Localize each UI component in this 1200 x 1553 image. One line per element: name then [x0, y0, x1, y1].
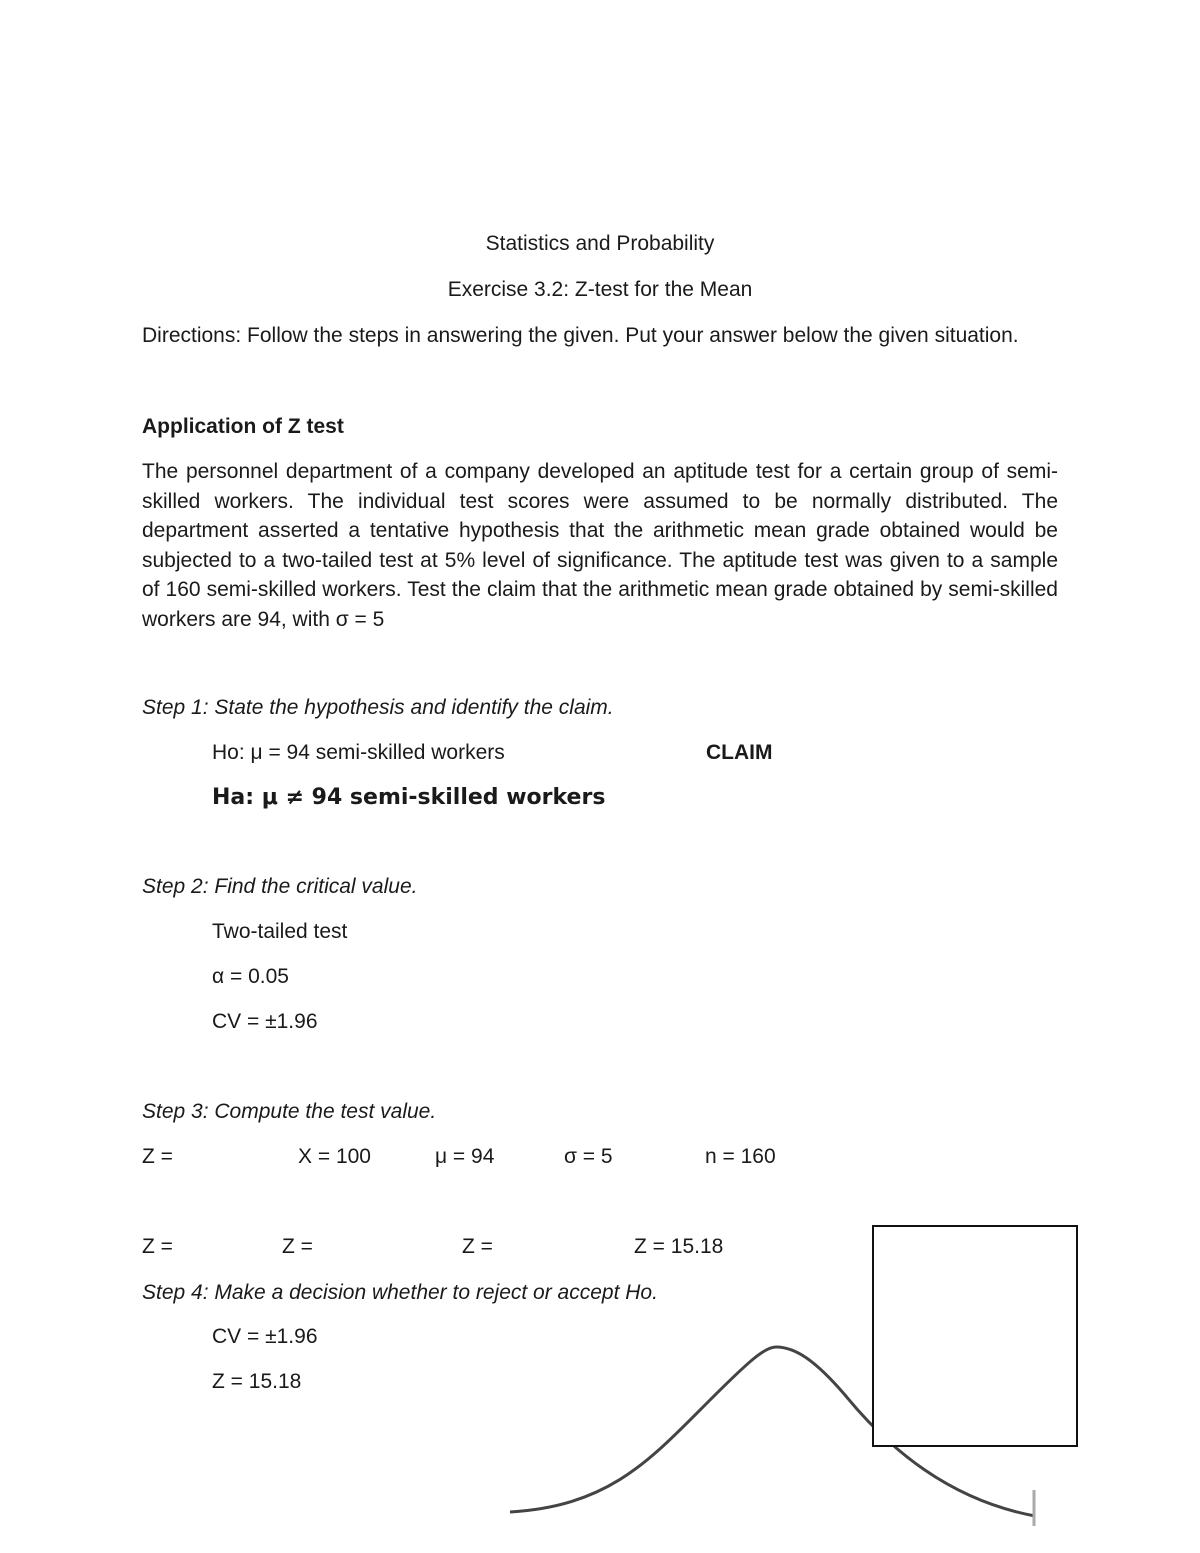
z-step-3: Z =	[462, 1235, 493, 1258]
subject-title: Statistics and Probability	[485, 232, 715, 255]
z-formula-label: Z =	[142, 1145, 173, 1168]
critical-value: CV = ±1.96	[212, 1010, 318, 1033]
null-hypothesis: Ho: μ = 94 semi-skilled workers	[212, 741, 505, 764]
step4-z-value: Z = 15.18	[212, 1370, 302, 1393]
step2-title: Step 2: Find the critical value.	[142, 875, 418, 898]
step3-title: Step 3: Compute the test value.	[142, 1100, 437, 1123]
application-heading: Application of Z test	[142, 415, 344, 438]
claim-label: CLAIM	[706, 741, 773, 764]
population-mean: μ = 94	[435, 1145, 495, 1168]
test-type: Two-tailed test	[212, 920, 348, 943]
step1-title: Step 1: State the hypothesis and identify the claim.	[142, 696, 614, 719]
directions-text: Directions: Follow the steps in answering the given. Put your answer below the given situation.	[142, 324, 1019, 347]
alternative-hypothesis: Ha: μ ≠ 94 semi-skilled workers	[212, 785, 606, 810]
sample-mean: X = 100	[298, 1145, 371, 1168]
z-step-2: Z =	[282, 1235, 313, 1258]
step4-critical-value: CV = ±1.96	[212, 1325, 318, 1348]
step4-title: Step 4: Make a decision whether to reject or accept Ho.	[142, 1281, 658, 1304]
exercise-title: Exercise 3.2: Z-test for the Mean	[447, 278, 753, 301]
z-step-1: Z =	[142, 1235, 173, 1258]
alpha-value: α = 0.05	[212, 965, 289, 988]
std-deviation: σ = 5	[564, 1145, 613, 1168]
z-result: Z = 15.18	[634, 1235, 724, 1258]
answer-box	[872, 1225, 1078, 1447]
problem-paragraph: The personnel department of a company developed an aptitude test for a certain group of semi-skilled workers. The individual test scores were assumed to be normally distributed. The department asserted a tentative hypothesis that the arithmetic mean grade obtained would be subjected to a two-tailed test at 5% level of significance. The aptitude test was given to a sample of 160 semi-skilled workers. Test the claim that the arithmetic mean grade obtained by semi-skilled workers are 94, with σ = 5	[142, 460, 1058, 631]
sample-size: n = 160	[705, 1145, 776, 1168]
